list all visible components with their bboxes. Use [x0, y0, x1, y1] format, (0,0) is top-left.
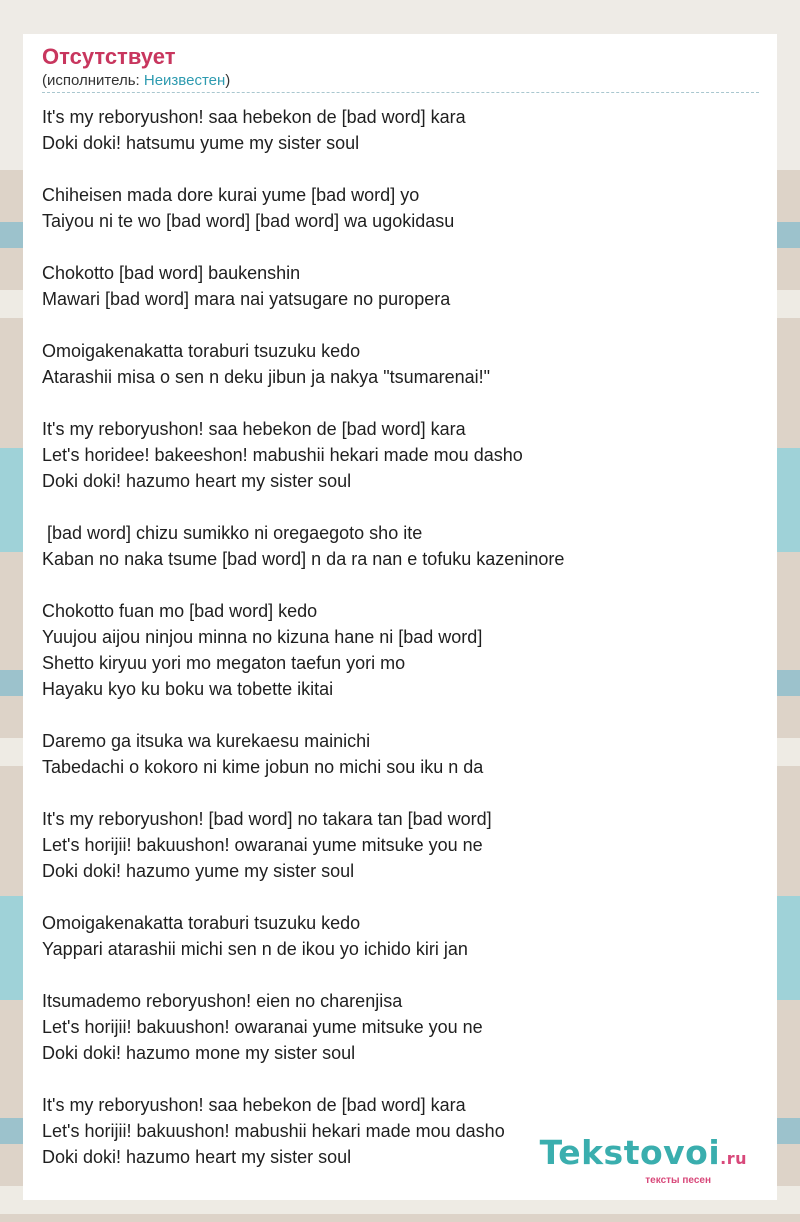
lyrics-line: Taiyou ni te wo [bad word] [bad word] wa ugokidasu: [42, 211, 455, 231]
lyrics-line: Yappari atarashii michi sen n de ikou yo ichido kiri jan: [42, 939, 468, 959]
lyrics-line: It's my reboryushon! saa hebekon de [bad word] kara: [42, 107, 466, 127]
lyrics-line: Hayaku kyo ku boku wa tobette ikitai: [42, 679, 334, 699]
lyrics-line: Let's horijii! bakuushon! owaranai yume mitsuke you ne: [42, 1017, 483, 1037]
lyrics-line: It's my reboryushon! [bad word] no takara tan [bad word]: [42, 809, 492, 829]
lyrics-line: Yuujou aijou ninjou minna no kizuna hane ni [bad word]: [42, 627, 483, 647]
lyrics-line: Chiheisen mada dore kurai yume [bad word] yo: [42, 185, 420, 205]
lyrics-line: Itsumademo reboryushon! eien no charenjisa: [42, 991, 403, 1011]
lyrics-stanza: [42, 338, 759, 390]
lyrics-line: Chokotto fuan mo [bad word] kedo: [42, 601, 318, 621]
lyrics-stanza: [42, 598, 759, 702]
lyrics-line: Doki doki! hazumo yume my sister soul: [42, 861, 355, 881]
lyrics-line: Shetto kiryuu yori mo megaton taefun yori mo: [42, 653, 406, 673]
artist-prefix: (исполнитель:: [42, 72, 144, 89]
song-header: [42, 44, 230, 90]
logo-tagline: тексты песен: [645, 1175, 711, 1186]
artist-line: [42, 72, 230, 90]
lyrics-line: Omoigakenakatta toraburi tsuzuku kedo: [42, 341, 361, 361]
lyrics-line: Doki doki! hazumo mone my sister soul: [42, 1043, 356, 1063]
header-divider: [42, 92, 759, 93]
lyrics-stanza: [42, 728, 759, 780]
logo-name: Tekstovoi: [539, 1133, 721, 1172]
artist-suffix: ): [225, 72, 231, 89]
lyrics-line: It's my reboryushon! saa hebekon de [bad word] kara: [42, 419, 466, 439]
lyrics-text: [42, 104, 759, 1196]
lyrics-stanza: [42, 806, 759, 884]
lyrics-line: Doki doki! hazumo heart my sister soul: [42, 1147, 352, 1167]
lyrics-stanza: [42, 910, 759, 962]
lyrics-line: Doki doki! hatsumu yume my sister soul: [42, 133, 360, 153]
lyrics-stanza: [42, 520, 759, 572]
lyrics-line: It's my reboryushon! saa hebekon de [bad word] kara: [42, 1095, 466, 1115]
lyrics-line: Atarashii misa o sen n deku jibun ja nakya "tsumarenai!": [42, 367, 491, 387]
site-logo[interactable]: [539, 1133, 747, 1186]
lyrics-line: Let's horijii! bakuushon! mabushii hekari made mou dasho: [42, 1121, 505, 1141]
lyrics-line: Mawari [bad word] mara nai yatsugare no puropera: [42, 289, 451, 309]
lyrics-line: Let's horidee! bakeeshon! mabushii hekari made mou dasho: [42, 445, 523, 465]
song-title: Отсутствует: [42, 44, 176, 69]
lyrics-line: Doki doki! hazumo heart my sister soul: [42, 471, 352, 491]
lyrics-stanza: [42, 104, 759, 156]
lyrics-stanza: [42, 988, 759, 1066]
lyrics-line: Tabedachi o kokoro ni kime jobun no michi sou iku n da: [42, 757, 484, 777]
lyrics-line: Daremo ga itsuka wa kurekaesu mainichi: [42, 731, 371, 751]
logo-wordmark: [539, 1133, 747, 1176]
lyrics-card: [23, 34, 777, 1200]
lyrics-stanza: [42, 416, 759, 494]
logo-tld: .ru: [720, 1149, 747, 1168]
lyrics-stanza: [42, 182, 759, 234]
lyrics-line: [bad word] chizu sumikko ni oregaegoto sho ite: [42, 523, 423, 543]
lyrics-line: Kaban no naka tsume [bad word] n da ra nan e tofuku kazeninore: [42, 549, 565, 569]
lyrics-line: Chokotto [bad word] baukenshin: [42, 263, 301, 283]
lyrics-line: Omoigakenakatta toraburi tsuzuku kedo: [42, 913, 361, 933]
lyrics-stanza: [42, 260, 759, 312]
artist-link[interactable]: Неизвестен: [143, 72, 226, 89]
lyrics-line: Let's horijii! bakuushon! owaranai yume mitsuke you ne: [42, 835, 483, 855]
